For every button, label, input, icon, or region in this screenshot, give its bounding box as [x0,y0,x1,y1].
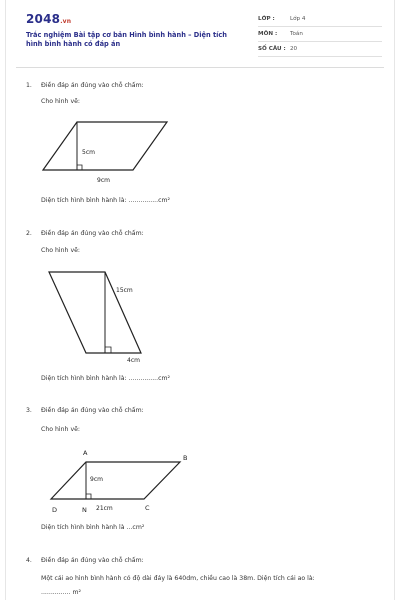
question-number: 3. [26,407,32,414]
height-label: 9cm [90,476,103,483]
question-prompt: Điền đáp án đúng vào chỗ chấm: [41,557,144,564]
meta-key: MÔN : [258,31,278,37]
meta-value: Toán [290,31,303,37]
question-prompt: Điền đáp án đúng vào chỗ chấm: [41,82,144,89]
vertex-c: C [145,504,150,512]
height-label: 5cm [82,149,95,156]
question-body: Một cái ao hình bình hành có độ dài đáy là 640dm, chiều cao là 38m. Diện tích cái ao là: [41,575,315,582]
question-prompt: Điền đáp án đúng vào chỗ chấm: [41,407,144,414]
meta-key: SỐ CÂU : [258,46,286,52]
base-label: 21cm [96,505,113,512]
height-label: 15cm [116,287,133,294]
question-3-figure [6,0,396,600]
meta-value: Lớp 4 [290,16,306,22]
answer-line[interactable]: Diện tích hình bình hành là: ...............cm² [41,197,171,204]
base-label: 9cm [97,177,110,184]
vertex-b: B [183,454,188,462]
question-sub: Cho hình vẽ: [41,426,80,433]
point-n: N [82,506,87,514]
question-number: 2. [26,230,32,237]
vertex-a: A [83,449,88,457]
answer-line[interactable]: Diện tích hình bình hành là ...cm² [41,524,145,531]
base-label: 4cm [127,357,140,364]
vertex-d: D [52,506,58,514]
question-sub: Cho hình vẽ: [41,247,80,254]
answer-line[interactable]: ............... m² [41,589,81,596]
question-number: 4. [26,557,32,564]
meta-value: 20 [290,46,298,52]
answer-line[interactable]: Diện tích hình bình hành là: ...............cm² [41,375,171,382]
question-sub: Cho hình vẽ: [41,98,80,105]
question-prompt: Điền đáp án đúng vào chỗ chấm: [41,230,144,237]
logo-suffix: .vn [60,18,72,25]
document-title: Trắc nghiệm Bài tập cơ bản Hình bình hành – Diện tích hình bình hành có đáp án [26,31,227,48]
parallelogram-3 [51,449,187,514]
logo-main: 2048 [26,12,61,26]
worksheet-page [5,0,395,600]
question-number: 1. [26,82,32,89]
meta-key: LỚP : [258,16,275,22]
